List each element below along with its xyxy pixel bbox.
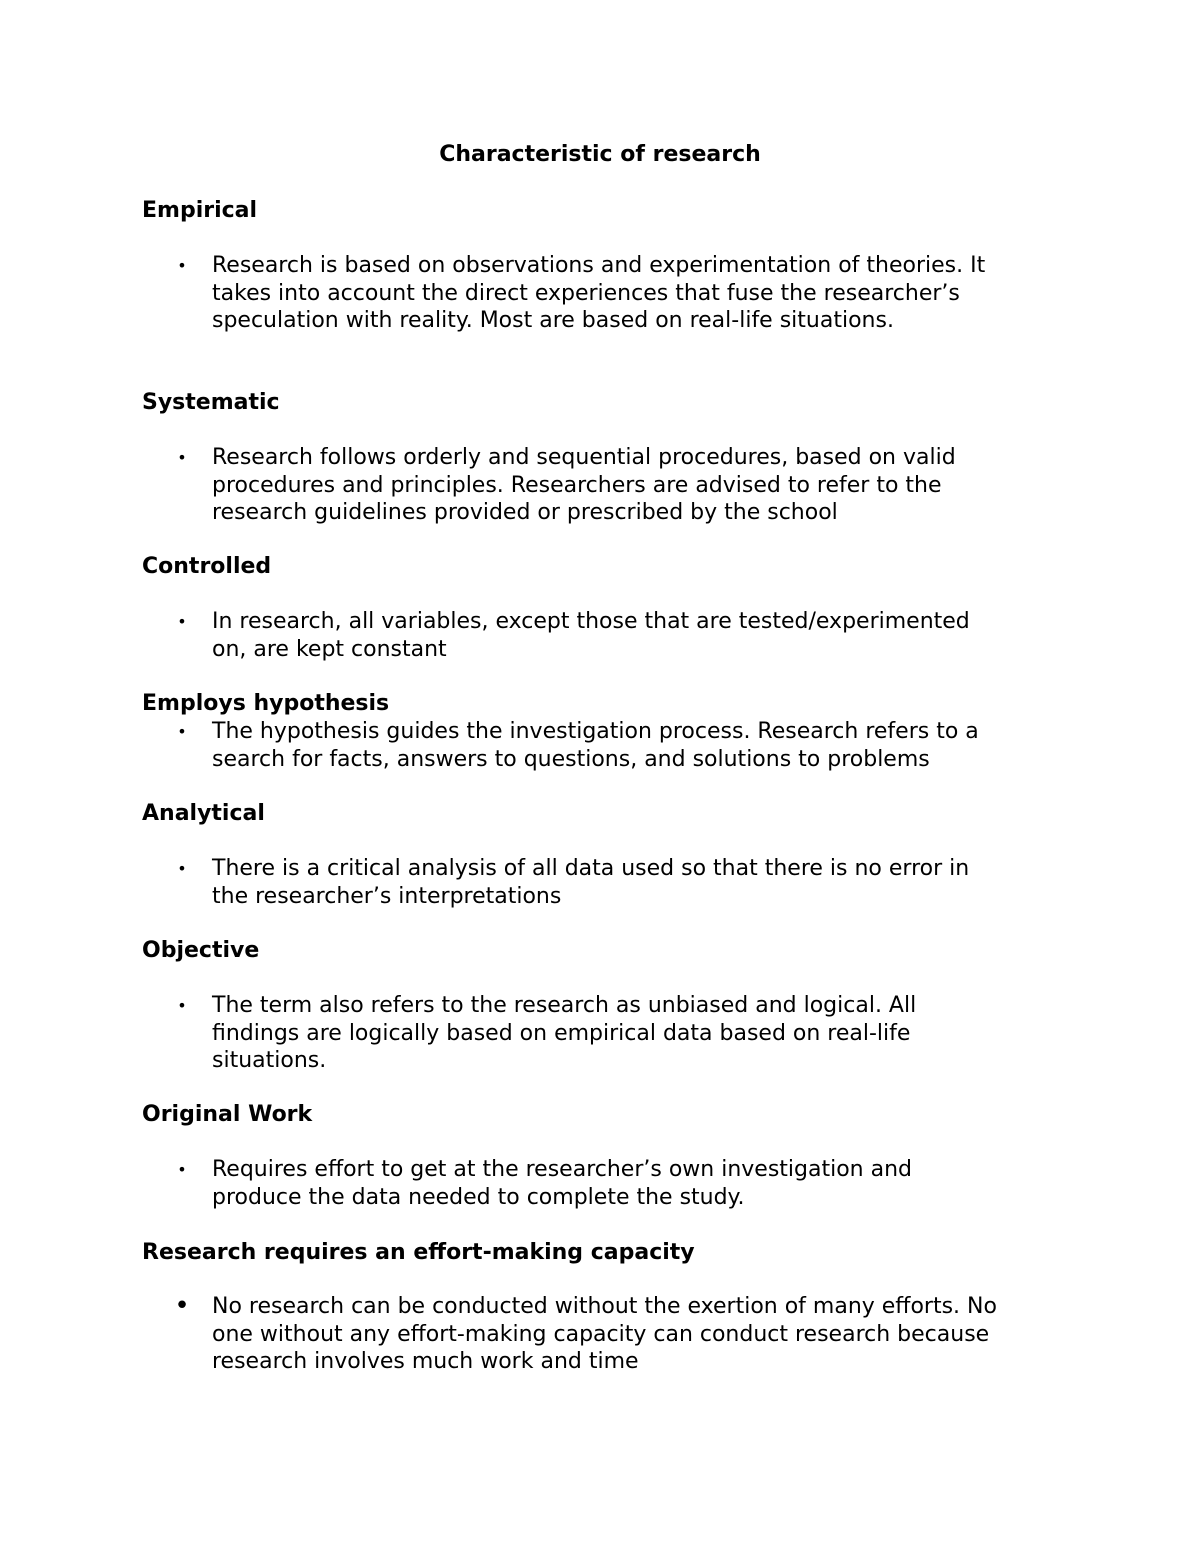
section-bullet-controlled [142,608,1082,663]
section-heading-original-work: Original Work [142,1102,313,1127]
section-bullet-employs-hypothesis [142,718,1082,773]
section-heading-effort-making-capacity: Research requires an effort-making capacity [142,1240,695,1265]
bullet-icon: • [174,1291,190,1321]
section-heading-empirical: Empirical [142,198,258,223]
section-heading-controlled: Controlled [142,554,272,579]
section-bullet-effort-making-capacity [142,1293,1082,1376]
bullet-text: The hypothesis guides the investigation process. Research refers to a search for facts, answers to questions, and solutions to problems [212,719,979,772]
bullet-icon: • [177,256,187,275]
section-bullet-objective [142,992,1082,1075]
section-heading-employs-hypothesis: Employs hypothesis [142,691,390,716]
bullet-text: There is a critical analysis of all data used so that there is no error in the researcher’s interpretations [212,856,970,909]
bullet-icon: • [177,722,187,741]
section-heading-objective: Objective [142,938,260,963]
section-bullet-original-work [142,1156,1082,1211]
section-bullet-empirical [142,252,1082,335]
bullet-text: The term also refers to the research as unbiased and logical. All findings are logically based on empirical data based on real-life situations. [212,993,917,1073]
section-bullet-analytical [142,855,1082,910]
bullet-text: No research can be conducted without the exertion of many efforts. No one without any effort-making capacity can conduct research because research involves much work and time [212,1294,997,1374]
bullet-icon: • [177,448,187,467]
section-bullet-systematic [142,444,1082,527]
bullet-icon: • [177,612,187,631]
bullet-text: Research is based on observations and experimentation of theories. It takes into account the direct experiences that fuse the researcher’s speculation with reality. Most are based on real-life situations. [212,253,986,333]
bullet-icon: • [177,996,187,1015]
bullet-text: In research, all variables, except those that are tested/experimented on, are kept constant [212,609,970,662]
bullet-icon: • [177,1160,187,1179]
bullet-text: Research follows orderly and sequential procedures, based on valid procedures and principles. Researchers are advised to refer to the research guidelines provided or prescribed by the school [212,445,956,525]
bullet-icon: • [177,859,187,878]
bullet-text: Requires effort to get at the researcher’s own investigation and produce the data needed to complete the study. [212,1157,912,1210]
document-title: Characteristic of research [439,142,761,167]
section-heading-analytical: Analytical [142,801,265,826]
section-heading-systematic: Systematic [142,390,280,415]
